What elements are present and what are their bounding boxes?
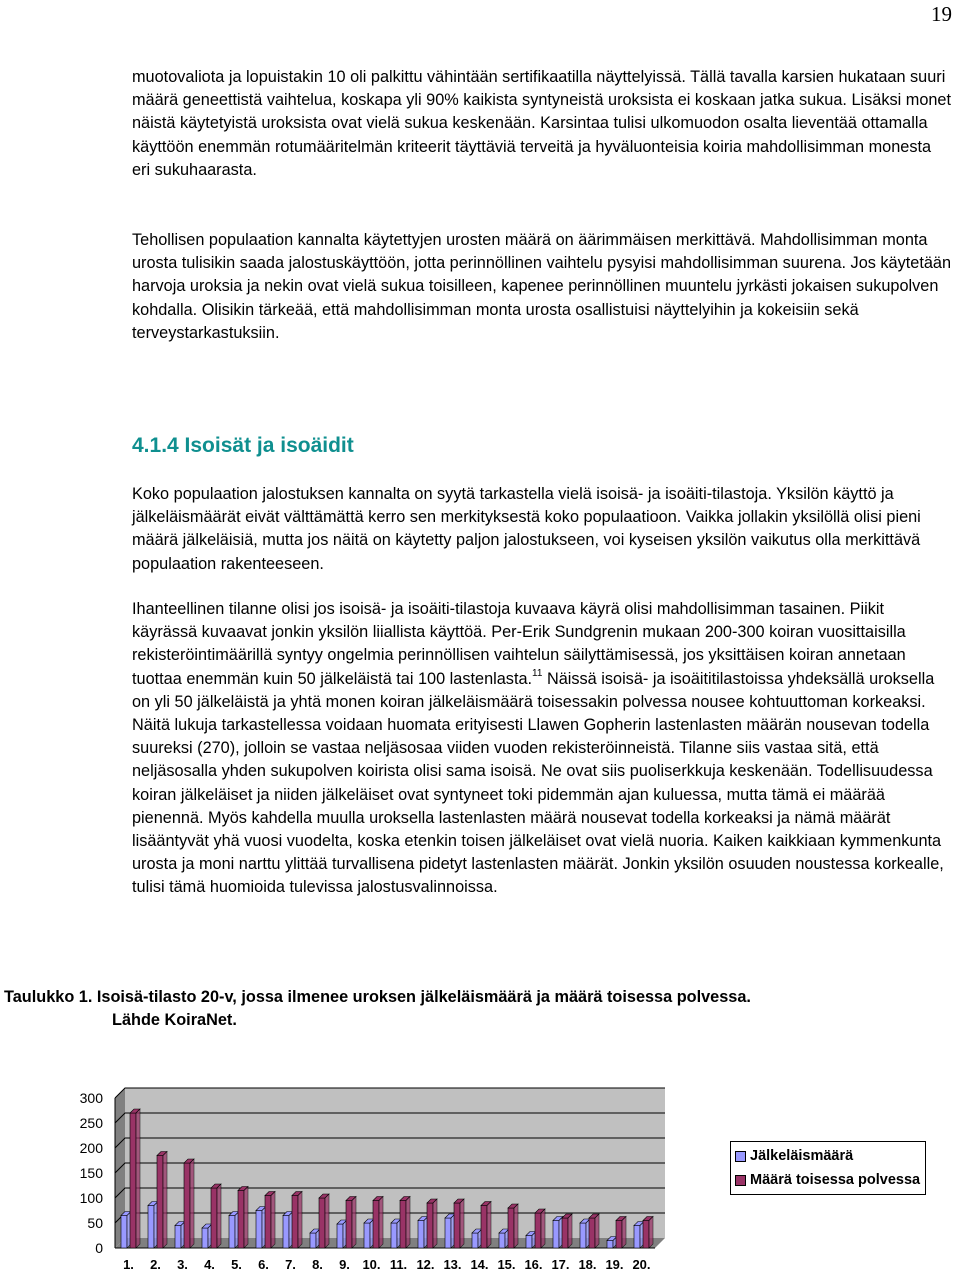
bar-offspring (364, 1223, 370, 1248)
bar-second-generation (130, 1113, 136, 1248)
legend-label-offspring: Jälkeläismäärä (750, 1148, 854, 1164)
bar-offspring (283, 1216, 289, 1249)
x-tick-label: 15. (497, 1257, 516, 1272)
bar-second-generation (400, 1201, 406, 1249)
bar-second-generation-side (136, 1109, 140, 1248)
x-tick-label: 3. (177, 1257, 188, 1272)
chart-legend (730, 1141, 926, 1195)
x-tick-label: 14. (470, 1257, 489, 1272)
paragraph-4-part-a: Ihanteellinen tilanne olisi jos isoisä- ja isoäiti-tilastoja kuvaava käyrä olisi mahdollisimman tasainen. Piikit käyrässä kuvaavat jonkin yksilön liiallista käyttöä. Per-Erik Sundgrenin mukaan 200-300 koiran vuosittaisilla rekisteröintimäärillä syntyy ongelmia perinnöllisen vaihtelun säilyttämisessä, jos yksittäisen koiran annetaan tuottaa enemmän kuin 50 jälkeläistä tai 100 lastenlasta. (132, 600, 906, 688)
x-tick-label: 2. (150, 1257, 161, 1272)
x-tick-label: 7. (285, 1257, 296, 1272)
x-tick-label: 18. (578, 1257, 597, 1272)
bar-offspring (337, 1224, 343, 1248)
bar-second-generation (292, 1196, 298, 1249)
x-tick-label: 8. (312, 1257, 323, 1272)
bar-second-generation-side (244, 1187, 248, 1249)
bar-second-generation (238, 1191, 244, 1249)
bar-offspring (499, 1233, 505, 1248)
x-tick-label: 1. (123, 1257, 134, 1272)
bar-second-generation-side (622, 1217, 626, 1249)
bar-offspring (256, 1211, 262, 1249)
bar-second-generation-side (163, 1152, 167, 1249)
bar-second-generation (346, 1201, 352, 1249)
page-number: 19 (931, 2, 952, 26)
bar-offspring (418, 1221, 424, 1249)
y-tick-label: 200 (79, 1140, 103, 1156)
bar-offspring (391, 1223, 397, 1248)
footnote-marker: 11 (532, 667, 543, 679)
caption-line-2: Lähde KoiraNet. (112, 1011, 237, 1029)
bar-second-generation-side (190, 1159, 194, 1248)
bar-second-generation (616, 1221, 622, 1249)
bar-second-generation-side (460, 1199, 464, 1248)
bar-offspring (445, 1218, 451, 1248)
table-caption (4, 986, 751, 1032)
bar-second-generation (535, 1213, 541, 1248)
bar-offspring (472, 1233, 478, 1248)
bar-second-generation (508, 1208, 514, 1248)
x-tick-label: 16. (524, 1257, 543, 1272)
y-tick-label: 0 (95, 1240, 103, 1256)
y-tick-label: 100 (79, 1190, 103, 1206)
y-tick-label: 50 (87, 1215, 103, 1231)
x-tick-label: 17. (551, 1257, 570, 1272)
bar-offspring (310, 1233, 316, 1248)
paragraph-2: Tehollisen populaation kannalta käytettyjen urosten määrä on äärimmäisen merkittävä. Mahdollisimman monta urosta tulisikin saada jalostuskäyttöön, jotta perinnöllinen vaihtelu pysyisi mahdollisimman suurena. Jos käytetään harvoja uroksia ja nekin ovat vielä sukua toisilleen, kapenee perinnöllinen muuntelu jyrkästi jokaisen sukupolven kohdalla. Olisikin tärkeää, että mahdollisimman monta urosta osallistuisi näyttelyihin ja kokeisiin sekä terveystarkastuksiin. (132, 231, 952, 342)
bar-offspring (634, 1226, 640, 1249)
caption-line-1: Taulukko 1. Isoisä-tilasto 20-v, jossa ilmenee uroksen jälkeläismäärä ja määrä toisessa polvessa. (4, 988, 751, 1006)
legend-swatch-offspring (735, 1151, 746, 1162)
legend-item-offspring (735, 1144, 920, 1168)
paragraph-4-part-b: Näissä isoisä- ja isoäititilastoissa yhdeksällä uroksella on yli 50 jälkeläistä ja yhtä monen koiran jälkeläismäärä toisessakin polvessa nousee kohtuuttoman korkeaksi. Näitä lukuja tarkastellessa voidaan huomata erityisesti Llawen Gopherin lastenlasten määrän nousevan todella suureksi (270), jolloin se vastaa neljäsosaa viiden vuoden rekisteröinneistä. Tilanne siis vastaa sitä, että neljäsosalla yhden sukupolven koirista olisi sama isoisä. Ne ovat siis puoliserkkuja keskenään. Todellisuudessa koiran jälkeläiset ja niiden jälkeläiset ovat syntyneet toki pidemmän ajan kuluessa, mutta tämä ei määrää pienennä. Myös kahdella muulla uroksella lastenlasten määrä nousevat todella korkeaksi ja nämä määrät lisääntyvät yhä vuosi vuodelta, koska etenkin toisen jälkeläiset ovat vielä nuoria. Kaiken kaikkiaan kymmenkunta urosta ja moni narttu ylittää turvallisena pidetyt lastenlasten määrät. Jonkin yksilön osuuden noustessa korkealle, tulisi tämä huomioida tulevissa jalostusvalinnoissa. (132, 669, 944, 897)
bar-second-generation (481, 1206, 487, 1249)
bar-second-generation (157, 1156, 163, 1249)
bar-second-generation (643, 1221, 649, 1249)
x-tick-label: 9. (339, 1257, 350, 1272)
x-tick-label: 20. (632, 1257, 651, 1272)
x-tick-label: 6. (258, 1257, 269, 1272)
x-tick-label: 19. (605, 1257, 624, 1272)
bar-second-generation (211, 1188, 217, 1248)
bar-second-generation-side (379, 1197, 383, 1249)
bar-offspring (607, 1241, 613, 1249)
bar-second-generation-side (595, 1214, 599, 1248)
x-tick-label: 12. (416, 1257, 435, 1272)
bar-second-generation (184, 1163, 190, 1248)
bar-offspring (148, 1206, 154, 1249)
bar-second-generation-side (649, 1217, 653, 1249)
bar-second-generation-side (325, 1194, 329, 1248)
bar-second-generation-side (406, 1197, 410, 1249)
y-tick-label: 250 (79, 1115, 103, 1131)
bar-second-generation-side (352, 1197, 356, 1249)
bar-second-generation (319, 1198, 325, 1248)
bar-offspring (526, 1236, 532, 1249)
bar-second-generation-side (271, 1192, 275, 1249)
bar-second-generation-side (568, 1214, 572, 1248)
x-tick-label: 10. (362, 1257, 381, 1272)
paragraph-1: muotovaliota ja lopuistakin 10 oli palkittu vähintään sertifikaatilla näyttelyissä. Tällä tavalla karsien hukataan suuri määrä geneettistä vaihtelua, koskapa yli 90% kaikista syntyneistä uroksista ei koskaan jatka sukua. Lisäksi monet näistä käytetyistä uroksista ovat vielä sukua keskenään. Karsintaa tulisi ulkomuodon osalta lieventää ottamalla käyttöön enemmän rotumääritelmän kriteerit täyttäviä terveitä ja hyväluonteisia koiria mahdollisimman monesta eri sukuhaarasta. (132, 68, 952, 179)
x-tick-label: 4. (204, 1257, 215, 1272)
bar-second-generation (589, 1218, 595, 1248)
bar-second-generation-side (298, 1192, 302, 1249)
bar-second-generation (562, 1218, 568, 1248)
bar-offspring (121, 1216, 127, 1249)
bar-second-generation-side (433, 1199, 437, 1248)
bar-second-generation-side (514, 1204, 518, 1248)
bar-second-generation (427, 1203, 433, 1248)
legend-swatch-second-generation (735, 1175, 746, 1186)
bar-second-generation (454, 1203, 460, 1248)
bar-offspring (175, 1226, 181, 1249)
x-tick-label: 5. (231, 1257, 242, 1272)
bar-second-generation-side (541, 1209, 545, 1248)
y-tick-label: 150 (79, 1165, 103, 1181)
paragraph-3: Koko populaation jalostuksen kannalta on syytä tarkastella vielä isoisä- ja isoäiti-tilastoja. Yksilön käyttö ja jälkeläismäärät eivät välttämättä kerro sen merkityksestä koko populaatioon. Vaikka jollakin yksilöllä olisi pieni määrä jälkeläisiä, mutta jos näitä on käytetty paljon jalostukseen, voi kyseisen yksilön vaikutus olla merkittävä populaation rakenteeseen. (132, 485, 921, 573)
bar-second-generation (265, 1196, 271, 1249)
section-heading: 4.1.4 Isoisät ja isoäidit (132, 434, 354, 457)
legend-label-second-generation: Määrä toisessa polvessa (750, 1172, 921, 1188)
x-tick-label: 11. (389, 1257, 408, 1272)
y-tick-label: 300 (79, 1090, 103, 1106)
bar-offspring (202, 1228, 208, 1248)
bar-second-generation (373, 1201, 379, 1249)
bar-offspring (229, 1216, 235, 1249)
x-tick-label: 13. (443, 1257, 462, 1272)
bar-offspring (580, 1223, 586, 1248)
bar-second-generation-side (217, 1184, 221, 1248)
bar-offspring (553, 1221, 559, 1249)
bar-second-generation-side (487, 1202, 491, 1249)
paragraph-4 (132, 598, 952, 900)
legend-item-second-generation (735, 1168, 920, 1192)
